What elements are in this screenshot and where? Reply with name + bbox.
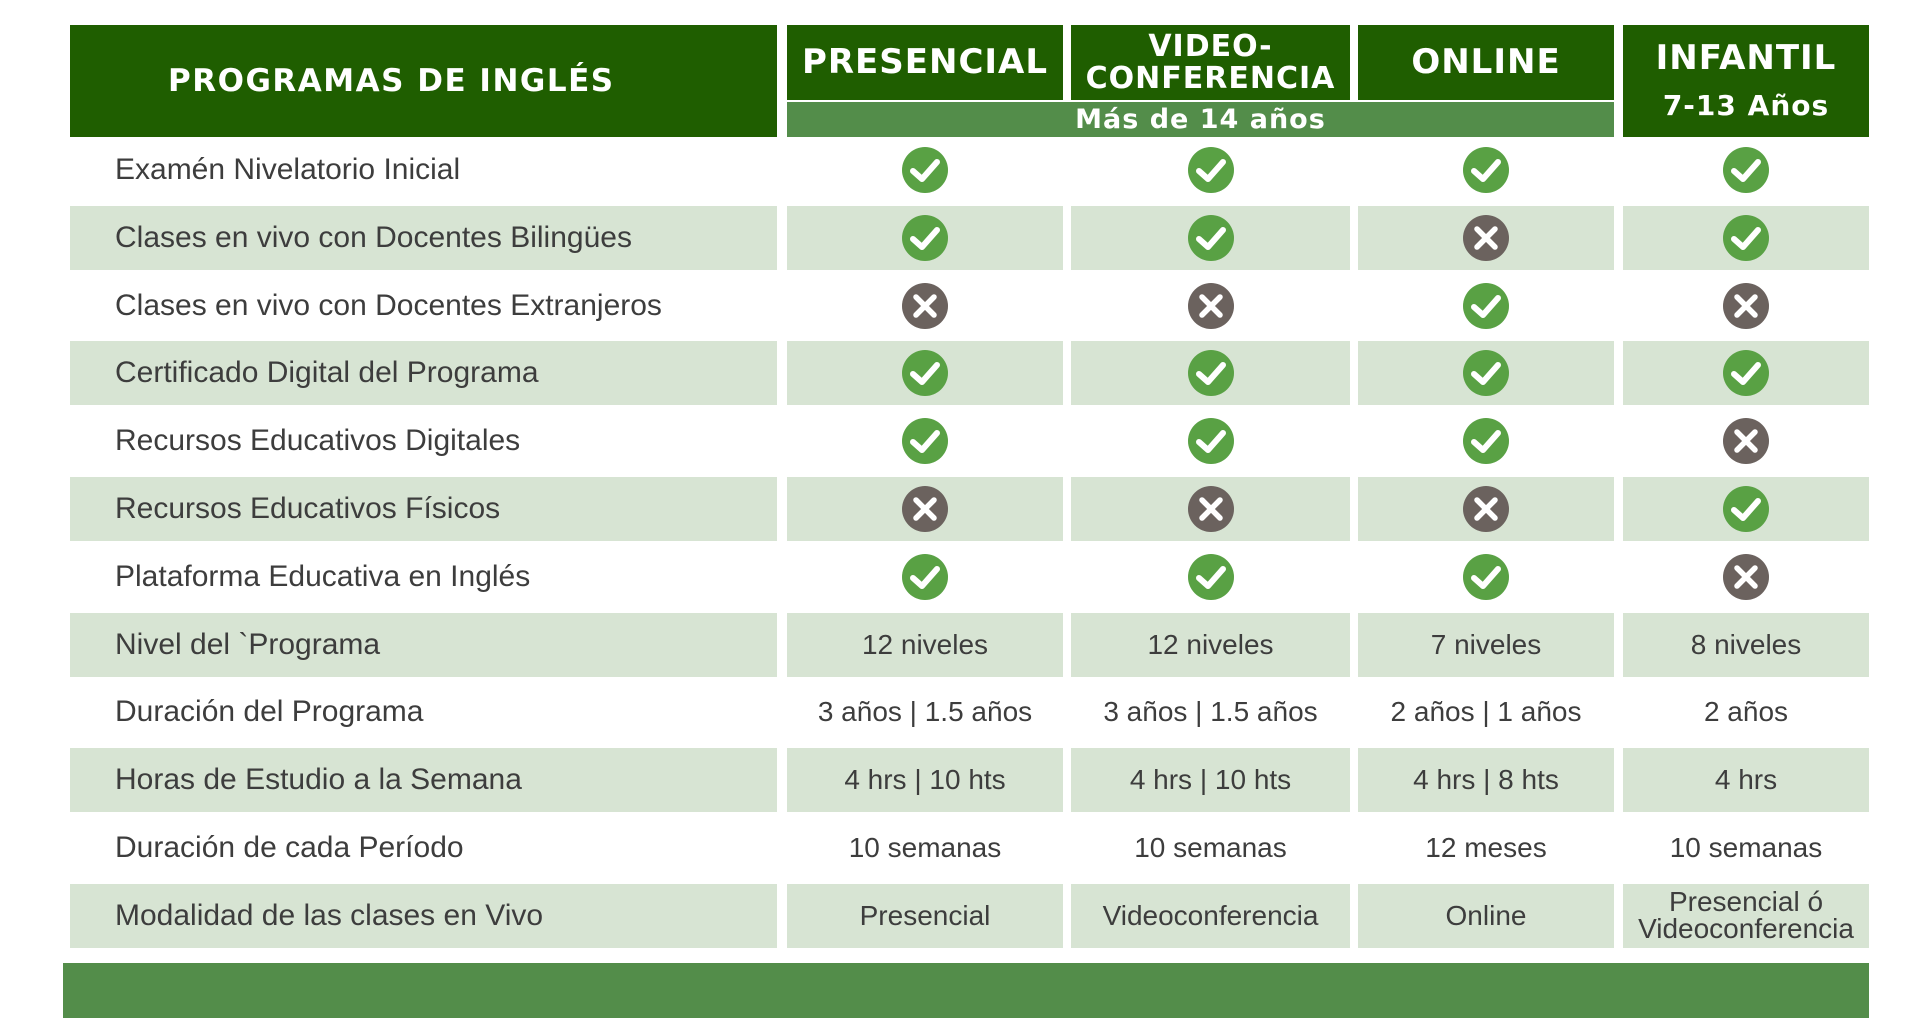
cell-value: 2 años	[1703, 696, 1789, 728]
row-cell	[1358, 884, 1614, 948]
x-circle-icon	[1187, 485, 1235, 533]
row-cell	[1623, 680, 1869, 744]
x-circle-icon	[1722, 553, 1770, 601]
header-column-line1: VIDEO-	[1148, 29, 1273, 64]
header-column-line2: 7-13 Años	[1662, 89, 1830, 123]
row-label: Clases en vivo con Docentes Extranjeros	[115, 288, 662, 322]
row-cell	[1071, 680, 1350, 744]
check-circle-icon	[901, 349, 949, 397]
cell-value: Online	[1445, 899, 1527, 931]
cell-value: 2 años | 1 años	[1390, 696, 1582, 728]
row-cell	[787, 138, 1063, 202]
x-circle-icon	[901, 282, 949, 330]
row-cell	[1071, 138, 1350, 202]
row-cell	[1623, 613, 1869, 677]
row-cell	[1623, 206, 1869, 270]
row-cell	[787, 613, 1063, 677]
row-cell	[1623, 477, 1869, 541]
row-label: Plataforma Educativa en Inglés	[115, 559, 531, 593]
row-cell	[1071, 884, 1350, 948]
row-cell	[787, 206, 1063, 270]
row-cell	[1358, 816, 1614, 880]
cell-value: 12 niveles	[861, 628, 989, 660]
cell-value: 4 hrs | 10 hts	[844, 764, 1006, 796]
cell-value: 10 semanas	[848, 832, 1002, 863]
check-circle-icon	[1462, 553, 1510, 601]
row-cell	[1358, 206, 1614, 270]
check-circle-icon	[901, 146, 949, 194]
cell-value: Videoconferencia	[1102, 899, 1319, 931]
cell-value: 4 hrs	[1714, 764, 1778, 796]
cell-value: 12 meses	[1425, 832, 1547, 863]
row-cell	[1623, 138, 1869, 202]
check-circle-icon	[1462, 417, 1510, 465]
row-label: Recursos Educativos Digitales	[115, 424, 521, 458]
header-column-line1: INFANTIL	[1655, 38, 1837, 79]
x-circle-icon	[1462, 485, 1510, 533]
header-column-line2: CONFERENCIA	[1085, 60, 1336, 96]
row-cell	[1623, 341, 1869, 405]
row-label: Examén Nivelatorio Inicial	[115, 153, 461, 186]
check-circle-icon	[1722, 485, 1770, 533]
row-cell	[1071, 409, 1350, 473]
age-band: Más de 14 años	[787, 102, 1614, 137]
check-circle-icon	[1462, 146, 1510, 194]
check-circle-icon	[901, 417, 949, 465]
row-cell	[1623, 748, 1869, 812]
cell-value: Presencial	[859, 899, 991, 931]
row-cell	[787, 409, 1063, 473]
row-cell	[1358, 409, 1614, 473]
cell-value: 8 niveles	[1690, 628, 1802, 660]
cell-value: 3 años | 1.5 años	[817, 696, 1033, 728]
row-cell	[1623, 816, 1869, 880]
x-circle-icon	[901, 485, 949, 533]
row-cell	[1071, 274, 1350, 338]
row-cell	[1358, 545, 1614, 609]
row-cell	[787, 545, 1063, 609]
row-cell	[1358, 680, 1614, 744]
check-circle-icon	[1722, 214, 1770, 262]
row-cell	[1071, 613, 1350, 677]
x-circle-icon	[1722, 417, 1770, 465]
row-cell	[1071, 545, 1350, 609]
check-circle-icon	[1187, 214, 1235, 262]
header-column-3	[1623, 25, 1869, 137]
row-label: Recursos Educativos Físicos	[70, 477, 777, 541]
row-cell	[1071, 816, 1350, 880]
row-cell	[787, 274, 1063, 338]
cell-value: 10 semanas	[1669, 832, 1823, 863]
row-cell	[787, 341, 1063, 405]
row-cell	[1358, 138, 1614, 202]
row-label: Horas de Estudio a la Semana	[70, 748, 777, 812]
row-cell	[1358, 274, 1614, 338]
row-cell	[1071, 206, 1350, 270]
row-cell	[1071, 341, 1350, 405]
check-circle-icon	[1187, 146, 1235, 194]
check-circle-icon	[1462, 349, 1510, 397]
row-cell	[1623, 409, 1869, 473]
header-column-2	[1358, 25, 1614, 100]
check-circle-icon	[901, 214, 949, 262]
row-cell	[787, 477, 1063, 541]
row-cell	[787, 816, 1063, 880]
check-circle-icon	[901, 553, 949, 601]
cell-value: 12 niveles	[1147, 628, 1274, 660]
cell-value: 4 hrs | 8 hts	[1413, 764, 1559, 796]
cell-value: 10 semanas	[1134, 832, 1287, 863]
row-label: Clases en vivo con Docentes Bilingües	[70, 206, 777, 270]
cell-value: Presencial ó	[1668, 886, 1824, 918]
row-label: Modalidad de las clases en Vivo	[70, 884, 777, 948]
row-cell	[1358, 613, 1614, 677]
row-cell	[787, 748, 1063, 812]
check-circle-icon	[1187, 417, 1235, 465]
x-circle-icon	[1462, 214, 1510, 262]
cell-value: 3 años | 1.5 años	[1103, 696, 1318, 728]
row-cell	[787, 884, 1063, 948]
row-cell	[1358, 748, 1614, 812]
header-column-0	[787, 25, 1063, 100]
row-label: Duración del Programa	[115, 695, 424, 729]
check-circle-icon	[1722, 146, 1770, 194]
cell-value: Videoconferencia	[1638, 912, 1854, 944]
row-cell	[1623, 545, 1869, 609]
row-label: Nivel del `Programa	[70, 613, 777, 677]
header-column-line1: ONLINE	[1411, 41, 1561, 82]
row-cell	[1358, 477, 1614, 541]
row-cell	[787, 680, 1063, 744]
header-title: PROGRAMAS DE INGLÉS	[70, 25, 777, 137]
check-circle-icon	[1187, 349, 1235, 397]
row-cell	[1071, 748, 1350, 812]
header-column-line1: PRESENCIAL	[801, 41, 1049, 82]
row-label: Duración de cada Período	[115, 831, 464, 864]
check-circle-icon	[1462, 282, 1510, 330]
x-circle-icon	[1187, 282, 1235, 330]
row-cell	[1071, 477, 1350, 541]
x-circle-icon	[1722, 282, 1770, 330]
check-circle-icon	[1187, 553, 1235, 601]
cell-value: 4 hrs | 10 hts	[1129, 764, 1292, 796]
check-circle-icon	[1722, 349, 1770, 397]
cell-value: 7 niveles	[1430, 628, 1542, 660]
row-cell	[1358, 341, 1614, 405]
header-column-1	[1071, 25, 1350, 100]
row-cell	[1623, 884, 1869, 948]
row-label: Certificado Digital del Programa	[70, 341, 777, 405]
footer-bar	[63, 963, 1869, 1018]
row-cell	[1623, 274, 1869, 338]
